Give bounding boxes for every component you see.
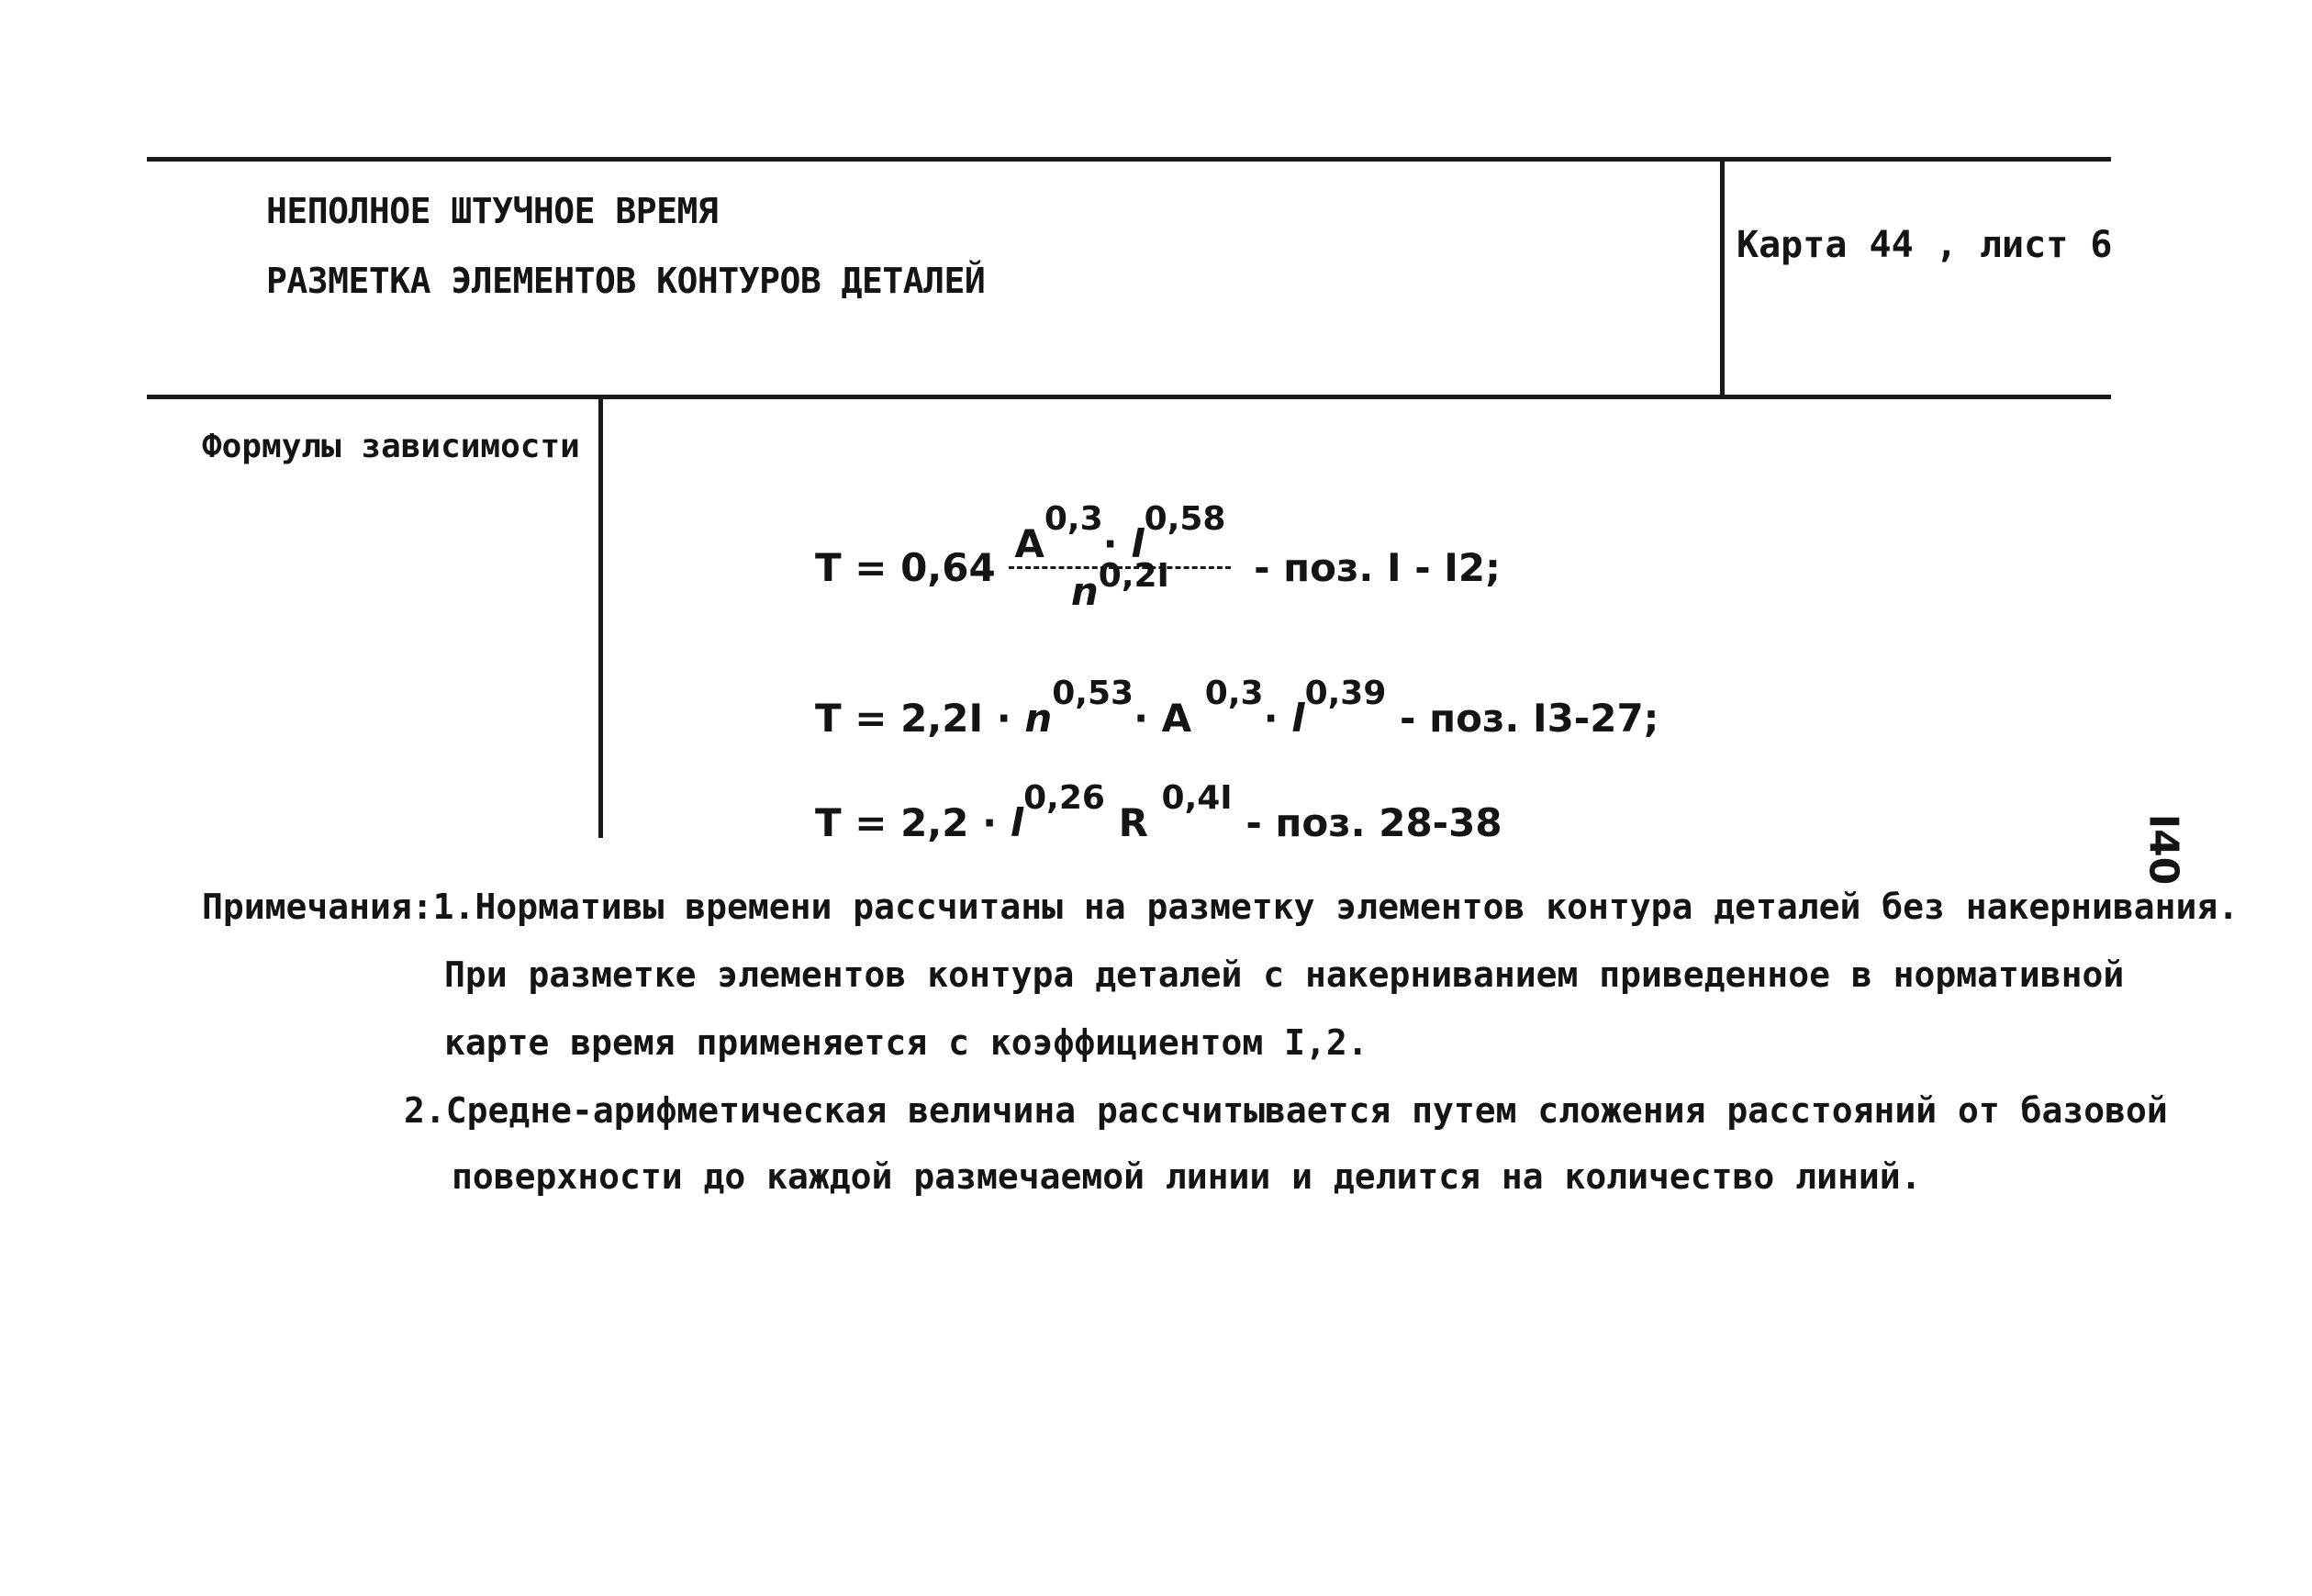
formula-1-denominator [1009,557,1231,614]
dot: · [1134,696,1149,741]
header-divider [1720,157,1725,397]
sheet-label: , лист [1935,224,2069,266]
note-2-marker: 2. [404,1090,446,1131]
card-sheet-label [1737,224,2112,266]
exp-a: 0,3 [1044,500,1103,538]
card-number: 44 [1869,224,1914,266]
exp-a: 0,3 [1204,675,1264,712]
formula-3-lhs: Т = 2,2 · [815,800,998,845]
exp-r: 0,4I [1161,779,1233,817]
section-label: Формулы зависимости [202,428,580,465]
note-2-line-2: поверхности до каждой размечаемой линии и делится на количество линий. [452,1156,1922,1197]
exp-l: 0,39 [1304,675,1387,712]
exp-l: 0,26 [1023,779,1105,817]
var-a: A [1014,521,1044,566]
formula-2-range: - поз. I3-27; [1400,696,1659,741]
var-a: A [1161,696,1192,741]
formula-1 [815,500,1501,614]
note-1-marker: 1. [432,887,475,927]
header-title-line2: РАЗМЕТКА ЭЛЕМЕНТОВ КОНТУРОВ ДЕТАЛЕЙ [266,261,986,301]
formula-1-range: - поз. I - I2; [1254,545,1501,590]
header-bottom-rule [147,395,2111,399]
note-2-line-1 [404,1090,2168,1131]
var-n: n [1070,569,1099,614]
section-divider [598,397,603,838]
formula-1-fraction [1009,500,1231,614]
exp-n: 0,2I [1098,557,1169,595]
dot: · [1102,521,1118,566]
note-1-line-3: карте время применяется с коэффициентом I,2. [444,1022,1368,1063]
formula-3 [815,779,1502,845]
formula-2 [815,675,1659,741]
exp-l: 0,58 [1144,500,1226,538]
header-title-line1: НЕПОЛНОЕ ШТУЧНОЕ ВРЕМЯ [266,191,719,231]
formula-3-range: - поз. 28-38 [1245,800,1502,845]
var-l: l [1010,800,1024,845]
formula-2-lhs: Т = 2,2I · [815,696,1011,741]
var-r: R [1118,800,1148,845]
page-number: I40 [2139,813,2187,886]
dot: · [1263,696,1279,741]
note-1-line-1: Нормативы времени рассчитаны на разметку элементов контура деталей без накернивания. [475,887,2239,927]
var-l: l [1131,521,1145,566]
var-l: l [1291,696,1305,741]
notes-label: Примечания: [202,887,433,927]
exp-n: 0,53 [1052,675,1134,712]
var-n: n [1024,696,1053,741]
sheet-number: 6 [2090,224,2113,266]
note-2-text: Средне-арифметическая величина рассчитывается путем сложения расстояний от базовой [445,1090,2168,1131]
notes-line-1 [202,887,2239,927]
formula-1-lhs: Т = 0,64 [815,545,996,590]
top-rule [147,157,2111,162]
note-1-line-2: При разметке элементов контура деталей с накерниванием приведенное в нормативной [444,954,2125,995]
card-label: Карта [1737,224,1848,266]
